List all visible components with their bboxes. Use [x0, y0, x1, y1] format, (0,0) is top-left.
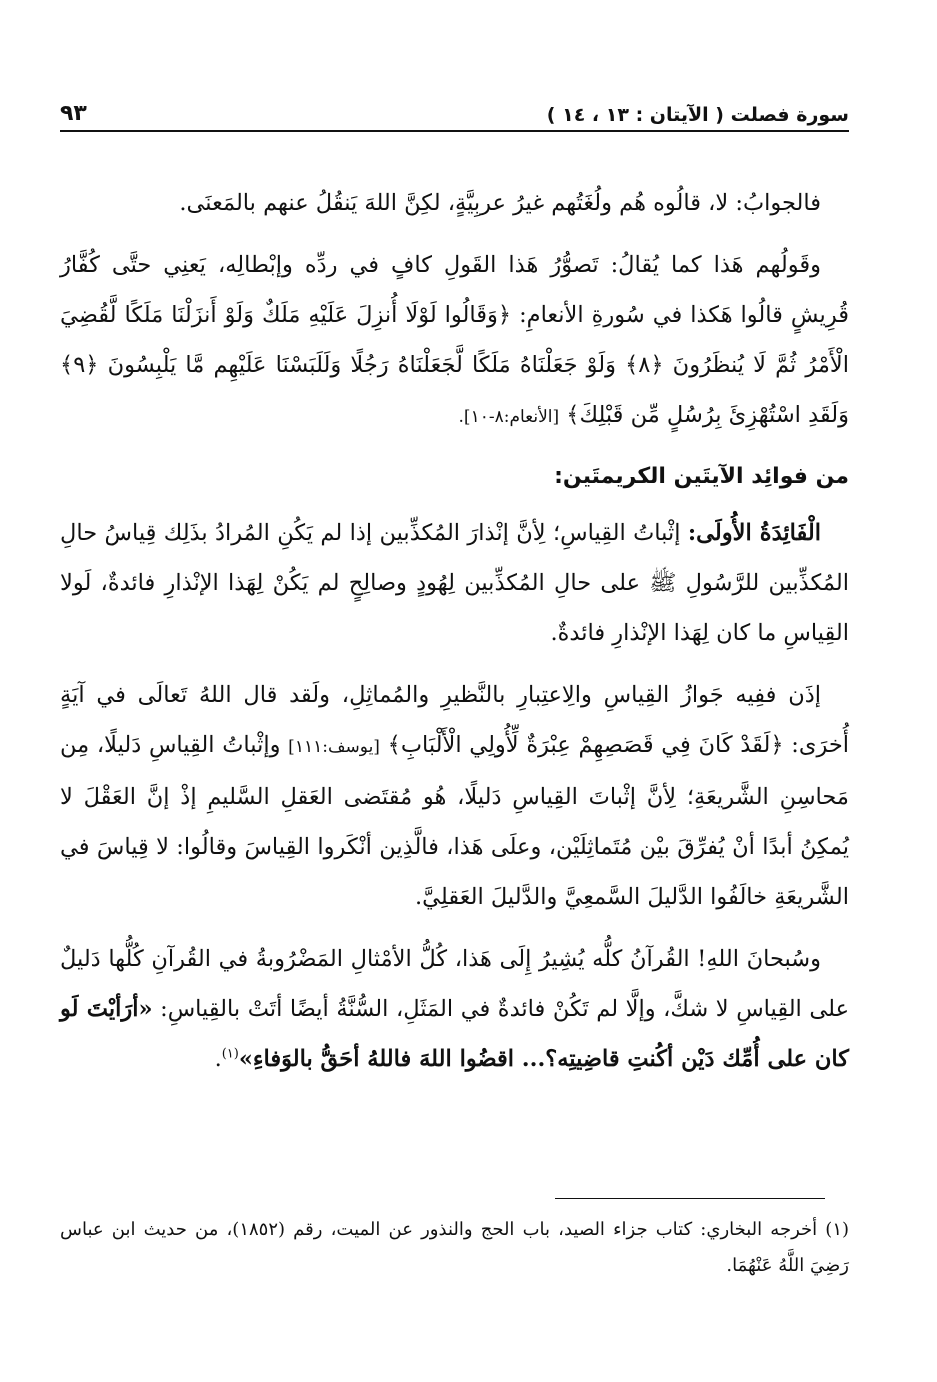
footnotes — [60, 1212, 849, 1284]
paragraph-text: وسُبحانَ اللهِ! القُرآنُ كلُّه يُشِيرُ إِلَى هَذا، كُلُّ الأمْثالِ المَضْرُوبةُ في القُرآنِ كُلُّها دَليلٌ على القِياسِ لا شكَّ، وإلَّا لم تَكُنْ فائدةٌ في المَثَلِ، السُّنَّةُ أيضًا أتَتْ بالقِياسِ: — [60, 946, 849, 1022]
paragraph-text: وإثْباتُ القِياسِ دَليلًا، مِن مَحاسِنِ الشَّريعَةِ؛ لِأنَّ إثْباتَ القِياسِ دَليلًا، هُو مُقتَضى العَقلِ السَّليمِ إذْ إنَّ العَقْلَ لا يُمكِنُ أبدًا أنْ يُفرِّقَ بيْن مُتَماثِلَيْن، وعلَى هَذا، فالَّذِين أنْكَروا القِياسَ وقالُوا: لا قِياسَ في الشَّريعَةِ خالَفُوا الدَّليلَ السَّمعِيَّ والدَّليلَ العَقلِيَّ. — [60, 732, 849, 910]
paragraph-answer: فالجوابُ: لا، قالُوه هُم ولُغَتُهم غيرُ عربِيَّةٍ، لكِنَّ اللهَ يَنقُلُ عنهم بالمَعنَى. — [179, 190, 821, 216]
paragraph-text: وقَولُهم هَذا كما يُقالُ: تَصوُّرُ هَذا القَولِ كافٍ في ردِّه وإبْطالِه، يَعنِي حتَّى كُفَّارُ قُرِيشٍ قالُوا هَكذا في سُورةِ الأنعامِ: — [60, 252, 849, 328]
quran-verse: ﴿لَقَدْ كَانَ فِي قَصَصِهِمْ عِبْرَةٌ لِّأُولِي الْأَلْبَابِ﴾ — [387, 732, 784, 758]
section-heading: من فوائِد الآيتَين الكريمتَين: — [554, 464, 849, 489]
main-text — [60, 178, 849, 1096]
verse-reference: [يوسف:١١١] — [288, 737, 380, 757]
verse-reference: [الأنعام:٨-١٠]. — [458, 407, 560, 427]
paragraph-analogy — [60, 670, 849, 922]
paragraph-text: إثْباتُ القِياسِ؛ لِأنَّ إنْذارَ المُكذِّبين إذا لم يَكُنِ المُرادُ بذَلِك قِياسُ حالِ المُكذِّبين للرَّسُولِ ﷺ على حالِ المُكذِّبين لِهُودٍ وصالِحٍ لم يَكُنْ لِهَذا الإنْذارِ فائدةٌ، لَولا القِياسِ ما كان لِهَذا الإنْذارِ فائدةٌ. — [60, 520, 849, 646]
quran-verse: ﴿وَقَالُوا لَوْلَا أُنزِلَ عَلَيْهِ مَلَكٌ وَلَوْ أَنزَلْنَا مَلَكًا لَّقُضِيَ الْأَمْرُ ثُمَّ لَا يُنظَرُونَ ﴿٨﴾ وَلَوْ جَعَلْنَاهُ مَلَكًا لَّجَعَلْنَاهُ رَجُلًا وَلَلَبَسْنَا عَلَيْهِم مَّا يَلْبِسُونَ ﴿٩﴾ وَلَقَدِ اسْتُهْزِئَ بِرُسُلٍ مِّن قَبْلِكَ﴾ — [60, 302, 849, 428]
paragraph-first-benefit — [60, 508, 849, 658]
hadith-quote: «أرَأيْتَ لَو كان على أُمِّك دَيْن أكُنتِ قاضِيتِه؟... اقضُوا اللهَ فاللهُ أحَقُّ بالوَفاءِ» — [60, 996, 849, 1072]
page-header — [60, 92, 849, 126]
footnote-1: (١) أخرجه البخاري: كتاب جزاء الصيد، باب الحج والنذور عن الميت، رقم (١٨٥٢)، من حديث ابن عباس رَضِيَ اللَّهُ عَنْهُمَا. — [60, 1219, 850, 1276]
header-rule — [60, 130, 849, 132]
surah-title: سورة فصلت ( الآيتان : ١٣ ، ١٤ ) — [546, 104, 849, 126]
benefit-label: الْفَائِدَةُ الأُولَى: — [687, 520, 821, 546]
page-number: ٩٣ — [60, 101, 87, 126]
sentence-end: . — [214, 1046, 222, 1072]
paragraph-subhanallah — [60, 934, 849, 1084]
paragraph-text: إذَن ففِيه جَوازُ القِياسِ والِاعتِبارِ بالنَّظيرِ والمُماثِلِ، ولَقد قال اللهُ تَعالَى في آيَةٍ أُخرَى: — [60, 682, 850, 758]
footnote-rule — [555, 1198, 825, 1199]
footnote-marker: (١) — [221, 1046, 239, 1062]
paragraph-quraysh — [60, 240, 849, 442]
